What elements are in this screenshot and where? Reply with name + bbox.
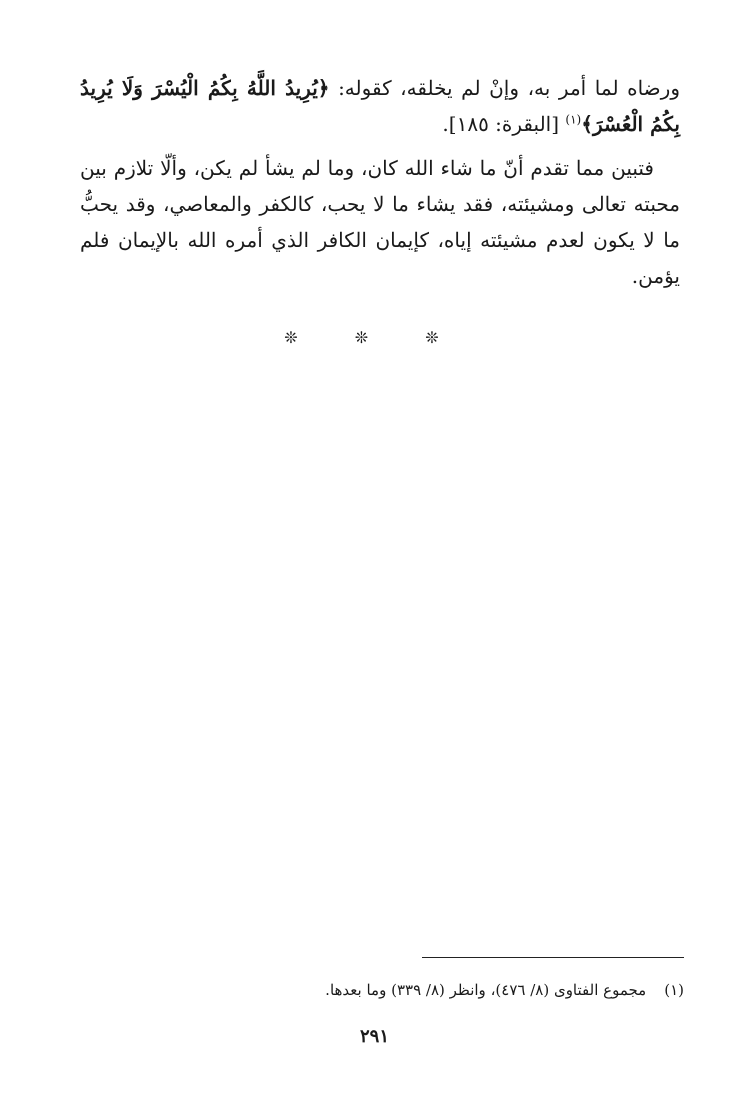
footnote-divider <box>422 957 684 958</box>
section-separator: ❊ ❊ ❊ <box>284 328 465 347</box>
verse-citation: [البقرة: ١٨٥]. <box>442 112 566 136</box>
footnote <box>80 978 684 1002</box>
paragraph-1 <box>80 70 680 142</box>
paragraph-1-text: ورضاه لما أمر به، وإنْ لم يخلقه، كقوله: <box>329 76 680 100</box>
footnote-number: (١) <box>664 981 684 999</box>
footnote-text: مجموع الفتاوى (٨/ ٤٧٦)، وانظر (٨/ ٣٣٩) وما بعدها. <box>325 981 647 999</box>
page-number: ٢٩١ <box>359 1026 389 1047</box>
footnote-marker[interactable]: (١) <box>565 112 582 127</box>
paragraph-2-text: فتبين مما تقدم أنّ ما شاء الله كان، وما لم يشأ لم يكن، وألّا تلازم بين محبته تعالى ومشيئته، فقد يشاء ما لا يحب، كالكفر والمعاصي، وقد يحبُّ ما لا يكون لعدم مشيئته إياه، كإيمان الكافر الذي أمره الله بالإيمان فلم يؤمن. <box>80 156 680 288</box>
quran-verse: ﴿يُرِيدُ اللَّهُ بِكُمُ الْيُسْرَ وَلَا يُرِيدُ بِكُمُ الْعُسْرَ﴾ <box>80 76 680 136</box>
paragraph-2 <box>80 150 680 294</box>
